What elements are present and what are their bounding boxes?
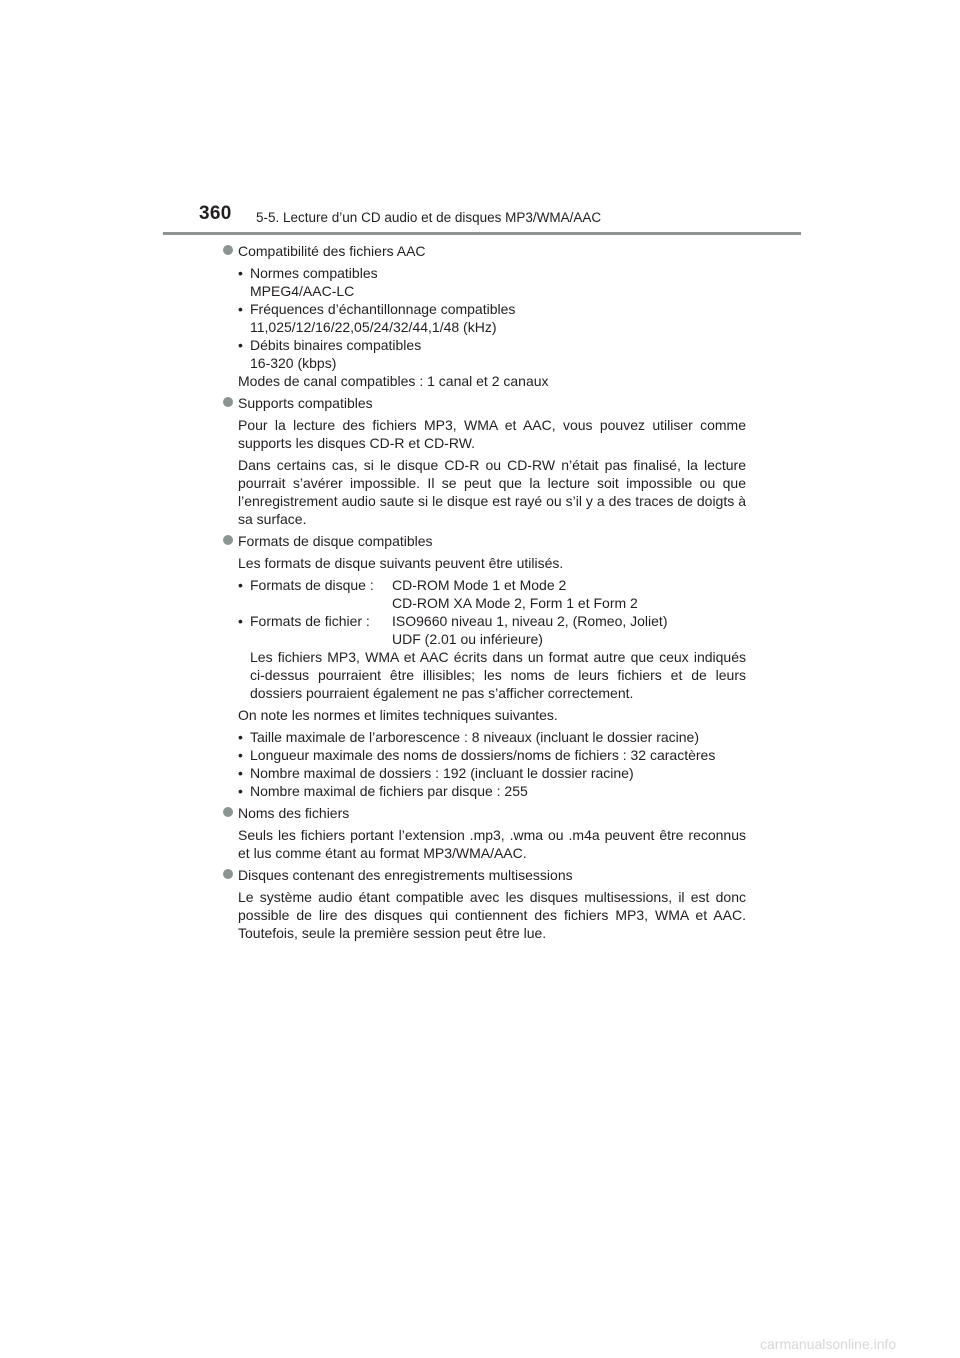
section-body [222,826,746,862]
key-value-row [250,612,746,648]
key-value-row [250,576,746,612]
item-value: CD-ROM Mode 1 et Mode 2 [392,577,567,593]
section-body [222,888,746,942]
paragraph: Les fichiers MP3, WMA et AAC écrits dans un format autre que ceux indiqués ci-dessus pourraient être illisibles; les noms de leurs fichiers et de leurs dossiers pourraient également ne pas s’afficher correctement. [250,649,746,701]
section-media [222,394,746,528]
section-aac [222,242,746,390]
page-header [0,0,960,240]
bullet-dot-icon [223,869,233,879]
item-label: • Fréquences d’échantillonnage compatibles [250,301,516,317]
item-text: • Taille maximale de l’arborescence : 8 niveaux (incluant le dossier racine) [250,729,699,745]
item-text: • Nombre maximal de dossiers : 192 (incluant le dossier racine) [250,765,634,781]
heading-text: Disques contenant des enregistrements multisessions [238,867,573,883]
list-item [238,264,746,300]
watermark: carmanualsonline.info [760,1336,897,1352]
section-heading [222,532,746,550]
paragraph: Dans certains cas, si le disque CD-R ou CD-RW n’était pas finalisé, la lecture pourrait s’avérer impossible. Il se peut que la lecture soit impossible ou que l’enregistrement audio saute si le disque est rayé ou s’il y a des traces de doigts à sa surface. [238,457,746,527]
paragraph: Le système audio étant compatible avec les disques multisessions, il est donc possible de lire des disques qui contiennent des fichiers MP3, WMA et AAC. Toutefois, seule la première session peut être lue. [238,889,746,941]
item-label: • Débits binaires compatibles [250,337,422,353]
section-body [222,554,746,800]
list-item [238,612,746,648]
paragraph: Les formats de disque suivants peuvent être utilisés. [238,555,564,571]
heading-text: Formats de disque compatibles [238,533,433,549]
paragraph: Pour la lecture des fichiers MP3, WMA et AAC, vous pouvez utiliser comme supports les disques CD-R et CD-RW. [238,417,746,451]
item-value: CD-ROM XA Mode 2, Form 1 et Form 2 [392,595,638,611]
list-item [238,576,746,612]
section-multisession [222,866,746,942]
bullet-dot-icon [223,245,233,255]
list-item [238,782,746,800]
section-body [222,264,746,390]
section-body [222,416,746,528]
item-value: MPEG4/AAC-LC [250,283,355,299]
bullet-dot-icon [223,535,233,545]
list-item [238,746,746,764]
list-item [238,300,746,336]
bullet-dot-icon [223,397,233,407]
section-formats [222,532,746,800]
item-text: • Nombre maximal de fichiers par disque : 255 [250,783,528,799]
heading-text: Noms des fichiers [238,805,350,821]
section-heading [222,394,746,412]
paragraph: Seuls les fichiers portant l’extension .mp3, .wma ou .m4a peuvent être reconnus et lus comme étant au format MP3/WMA/AAC. [238,827,746,861]
page-content [222,242,746,946]
item-value: UDF (2.01 ou inférieure) [392,631,543,647]
item-label: • Formats de fichier : [250,613,370,629]
heading-text: Compatibilité des fichiers AAC [238,243,426,259]
section-heading [222,804,746,822]
list-item [238,336,746,372]
section-heading [222,866,746,884]
item-label: • Formats de disque : [250,577,374,593]
paragraph: On note les normes et limites techniques suivantes. [238,707,558,723]
page-number: 360 [199,203,232,224]
item-value: ISO9660 niveau 1, niveau 2, (Romeo, Joliet) [392,613,668,629]
item-value: 16-320 (kbps) [250,355,337,371]
heading-text: Supports compatibles [238,395,373,411]
list-item [238,728,746,746]
section-heading [222,242,746,260]
section-names [222,804,746,862]
header-rule [163,232,801,235]
item-label: • Normes compatibles [250,265,378,281]
item-values [392,612,746,648]
list-item [238,764,746,782]
item-text: • Longueur maximale des noms de dossiers/noms de fichiers : 32 caractères [250,747,716,763]
channel-modes: Modes de canal compatibles : 1 canal et 2 canaux [238,373,549,389]
chapter-title: 5-5. Lecture d’un CD audio et de disques MP3/WMA/AAC [256,210,602,225]
item-values [392,576,746,612]
item-value: 11,025/12/16/22,05/24/32/44,1/48 (kHz) [250,319,497,335]
bullet-dot-icon [223,807,233,817]
